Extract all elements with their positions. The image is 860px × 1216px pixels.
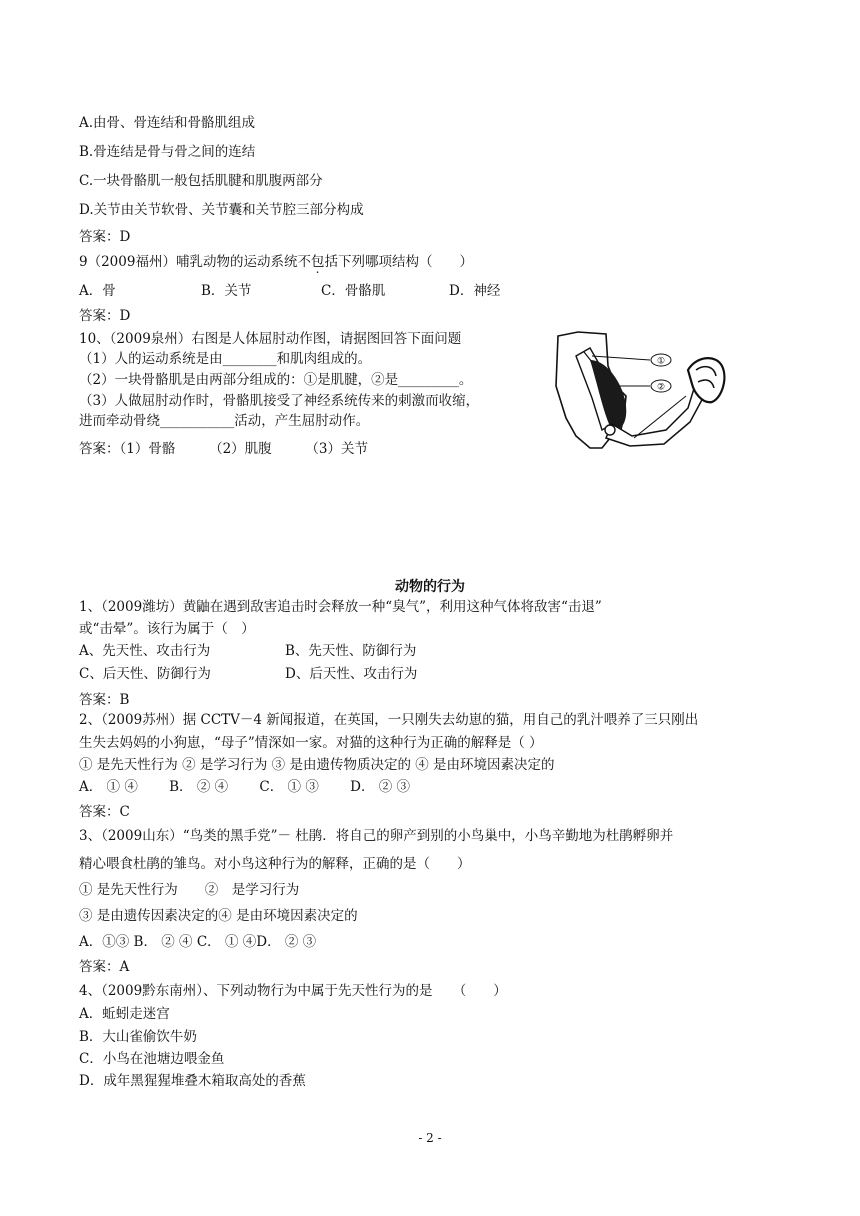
q9-option-b: B．关节 [201,283,252,299]
q9-stem-post: 下列哪项结构（ ） [337,254,473,270]
b4-option-c: C．小鸟在池塘边喂金鱼 [79,1051,225,1067]
b1-options-row-2 [79,665,417,683]
b1-answer: 答案：B [79,692,130,708]
b3-options: A．①③ B． ② ④ C． ① ④D． ② ③ [79,934,317,950]
elbow-joint [605,425,615,435]
section-title: 动物的行为 [395,579,465,595]
b1-option-b: B、先天性、防御行为 [285,643,417,659]
q10-sub3b: 进而牵动骨绕___________活动，产生屈肘动作。 [79,413,370,429]
q9-stem-dotted: 不包括 [297,254,338,270]
q9-option-d: D．神经 [449,283,501,299]
label-line-1 [592,356,650,360]
b3-stem-1: 3、（2009山东）“鸟类的黑手党”－ 杜鹃．将自己的卵产到别的小鸟巢中，小鸟辛勤地为杜鹃孵卵并 [79,828,674,844]
b2-stem-1: 2、（2009苏州）据 CCTV－4 新闻报道，在英国，一只刚失去幼崽的猫，用自己的乳汁喂养了三只刚出 [79,712,699,728]
q8-answer: 答案：D [79,229,131,245]
label-2: ② [656,382,666,393]
b4-stem: 4、（2009黔东南州）、下列动物行为中属于先天性行为的是 （ ） [79,983,507,999]
b1-option-a: A、先天性、攻击行为 [79,643,211,659]
q8-option-d: D.关节由关节软骨、关节囊和关节腔三部分构成 [79,202,364,218]
b1-option-c: C、后天性、防御行为 [79,666,211,682]
q8-option-b: B.骨连结是骨与骨之间的连结 [79,144,256,160]
q9-answer: 答案：D [79,308,131,324]
q8-option-c: C.一块骨骼肌一般包括肌腱和肌腹两部分 [79,173,323,189]
b2-answer: 答案：C [79,804,130,820]
b1-options-row-1 [79,642,416,660]
b4-option-d: D．成年黑猩猩堆叠木箱取高处的香蕉 [79,1073,306,1089]
b1-stem-2: 或“击晕”。该行为属于（ ） [79,621,255,637]
arm-flexion-figure [546,326,770,450]
q9-stem [79,253,473,271]
b3-stem-4: ③ 是由遗传因素决定的④ 是由环境因素决定的 [79,908,358,924]
q8-option-a: A.由骨、骨连结和骨骼肌组成 [79,115,256,131]
q10-stem: 10、（2009泉州）右图是人体屈肘动作图，请据图回答下面问题 [79,331,462,347]
b4-option-b: B．大山雀偷饮牛奶 [79,1029,197,1045]
q9-option-a: A．骨 [79,283,116,299]
b3-answer: 答案：A [79,959,130,975]
q10-answer: 答案：（1）骨骼 （2）肌腹 （3）关节 [79,441,369,457]
b2-options: A． ① ④ B． ② ④ C． ① ③ D． ② ③ [79,779,411,795]
label-1: ① [656,356,666,367]
b1-stem-1: 1、（2009潍坊）黄鼬在遇到敌害追击时会释放一种“臭气”，利用这种气体将敌害“击退” [79,599,602,615]
b1-option-d: D、后天性、攻击行为 [285,666,418,682]
q9-options [79,282,500,300]
b4-option-a: A．蚯蚓走迷宫 [79,1006,170,1022]
b3-stem-3: ① 是先天性行为 ② 是学习行为 [79,882,300,898]
q10-sub1: （1）人的运动系统是由________和肌肉组成的。 [79,351,372,367]
q10-sub2: （2）一块骨骼肌是由两部分组成的：①是肌腱，②是_________。 [79,372,473,388]
b2-stem-3: ① 是先天性行为 ② 是学习行为 ③ 是由遗传物质决定的 ④ 是由环境因素决定的 [79,757,555,773]
page-number: - 2 - [418,1131,442,1145]
q10-sub3a: （3）人做屈肘动作时，骨骼肌接受了神经系统传来的刺激而收缩， [79,393,480,409]
q9-stem-pre: 9（2009福州）哺乳动物的运动系统 [79,254,298,270]
q9-option-c: C．骨骼肌 [321,283,386,299]
b2-stem-2: 生失去妈妈的小狗崽，“母子”情深如一家。对猫的这种行为正确的解释是（ ） [79,735,543,751]
b3-stem-2: 精心喂食杜鹃的雏鸟。对小鸟这种行为的解释，正确的是（ ） [79,856,471,872]
